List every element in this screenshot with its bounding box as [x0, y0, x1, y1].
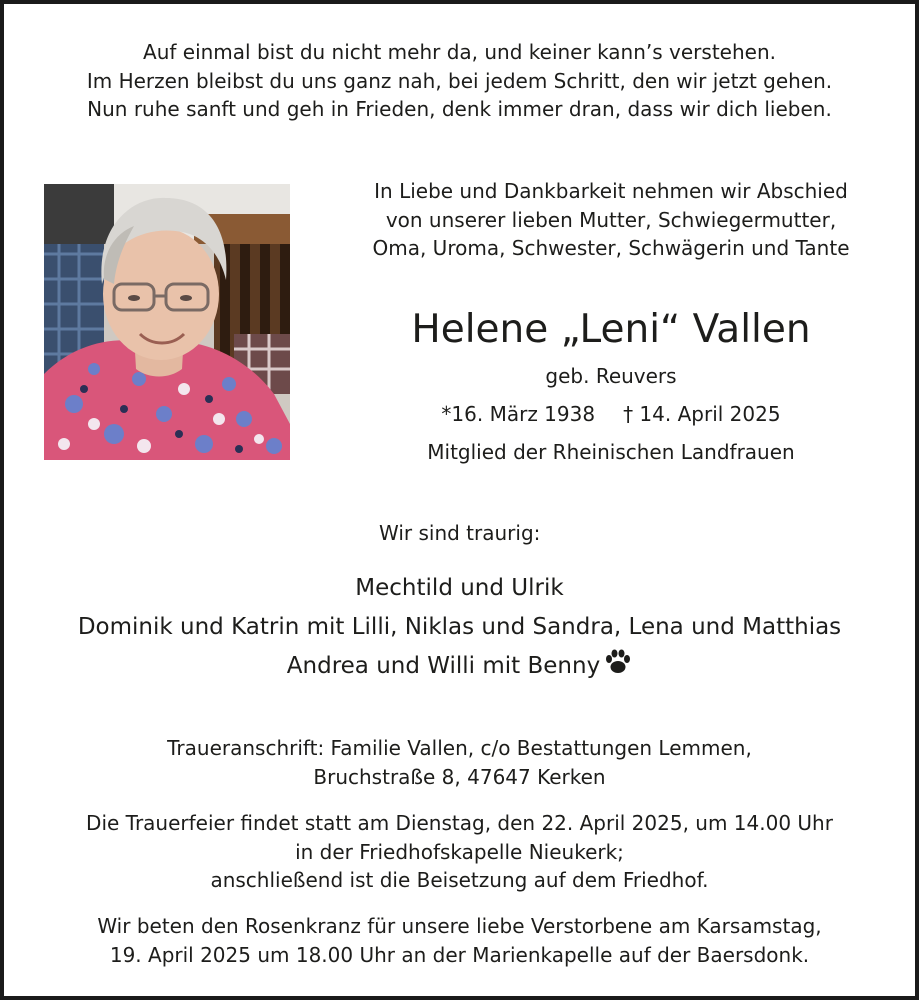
mourner-line: Dominik und Katrin mit Lilli, Niklas und Sandra, Lena und Matthias [77, 614, 842, 640]
rosary-notice [24, 912, 895, 969]
poem-line: Im Herzen bleibst du uns ganz nah, bei jedem Schritt, den wir jetzt gehen. [86, 68, 833, 93]
paw-print-icon [604, 648, 632, 689]
mourners-heading: Wir sind traurig: [379, 521, 541, 545]
mourner-line-text: Andrea und Willi mit Benny [286, 653, 601, 679]
membership: Mitglied der Rheinischen Landfrauen [427, 440, 795, 464]
address-line: Bruchstraße 8, 47647 Kerken [313, 764, 606, 789]
birth-date: *16. März 1938 [441, 402, 596, 426]
poem [24, 38, 895, 124]
funeral-service [24, 809, 895, 895]
intro-line: Oma, Uroma, Schwester, Schwägerin und Tante [372, 236, 850, 260]
rosary-line: 19. April 2025 um 18.00 Uhr an der Marienkapelle auf der Baersdonk. [109, 942, 810, 967]
service-line: anschließend ist die Beisetzung auf dem Friedhof. [210, 868, 709, 892]
service-line: Die Trauerfeier findet statt am Dienstag, den 22. April 2025, um 14.00 Uhr [86, 811, 833, 835]
mourner-line: Mechtild und Ulrik [355, 575, 564, 601]
address-line: Traueranschrift: Familie Vallen, c/o Bestattungen Lemmen, [167, 736, 752, 760]
service-line: in der Friedhofskapelle Nieukerk; [295, 839, 624, 864]
mourner-line-last [14, 647, 905, 689]
farewell-intro [326, 177, 896, 263]
mourning-address [24, 734, 895, 791]
maiden-name: geb. Reuvers [545, 364, 677, 388]
intro-line: von unserer lieben Mutter, Schwiegermutter, [385, 207, 837, 232]
rosary-line: Wir beten den Rosenkranz für unsere liebe Verstorbene am Karsamstag, [97, 914, 822, 938]
intro-line: In Liebe und Dankbarkeit nehmen wir Abschied [374, 179, 848, 203]
portrait-photo [44, 184, 290, 460]
poem-line: Auf einmal bist du nicht mehr da, und keiner kann’s verstehen. [143, 40, 776, 64]
poem-line: Nun ruhe sanft und geh in Frieden, denk immer dran, dass wir dich lieben. [87, 97, 832, 121]
death-date: † 14. April 2025 [623, 402, 781, 426]
deceased-name: Helene „Leni“ Vallen [411, 307, 811, 352]
mourners-list [14, 569, 905, 689]
life-dates [326, 400, 896, 428]
